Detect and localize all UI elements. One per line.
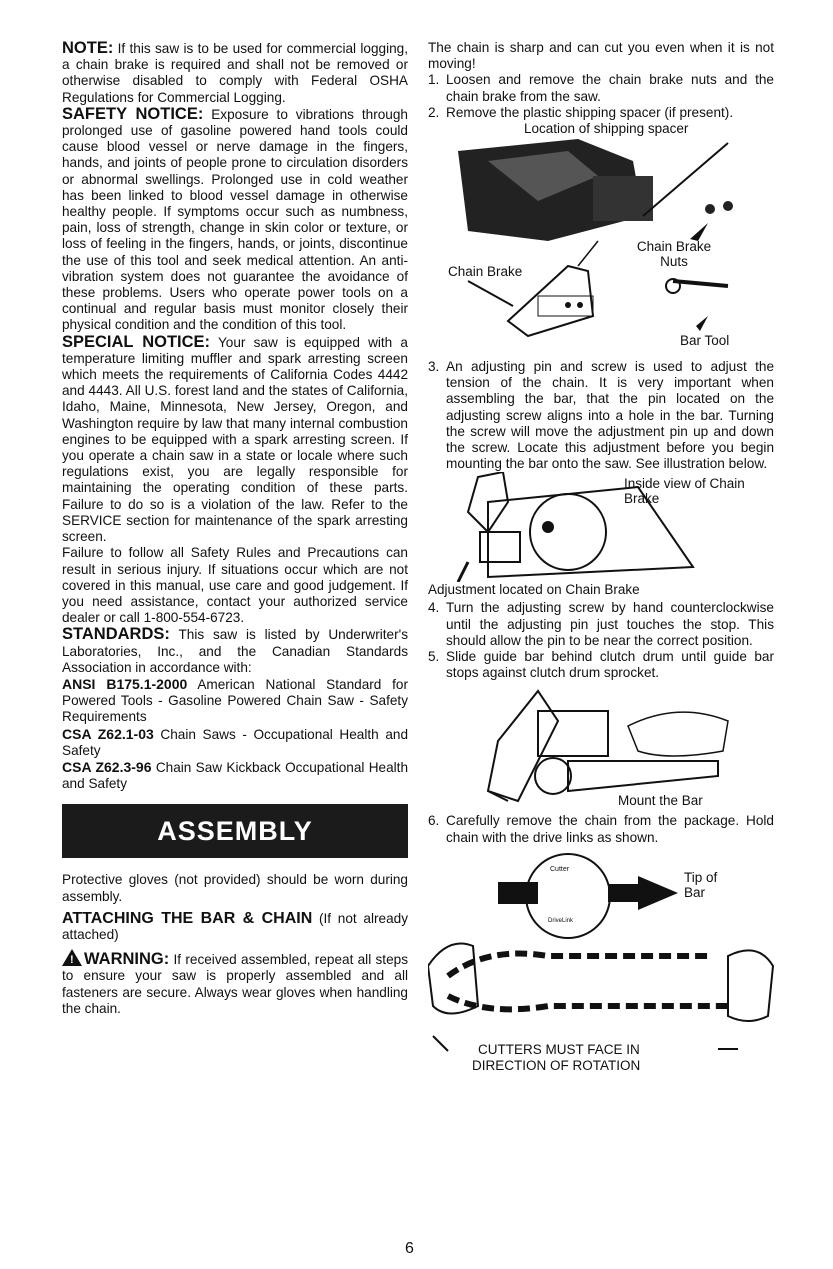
cutters-face-label: CUTTERS MUST FACE IN <box>478 1041 640 1057</box>
figure-mount-bar <box>428 681 774 813</box>
failure-paragraph: Failure to follow all Safety Rules and Precautions can result in serious injury. If situations occur which are not covered in this manual, use care and good judgement. If you need assistance, contact your authorized service dealer or call 1-800-554-6723. <box>62 545 408 626</box>
csa1-text: Chain Saws - Occupational Health and Safety <box>62 726 409 758</box>
special-text: Your saw is equipped with a temperature limiting muffler and spark arresting screen which meets the requirements of California Codes 4442 and 4443. All U.S. forest land and the states of California, Idaho, Maine, Minnesota, New Jersey, Oregon, and Washington require by law that many internal combustion engines to be equipped with a spark arresting screen. If you operate a chain saw in a state or locale where such regulations exist, you are legally responsible for maintaining the operating condition of these parts. Failure to do so is a violation of the law. Refer to the SERVICE section for maintenance of the spark arresting screen. <box>62 334 408 545</box>
attach-heading: ATTACHING THE BAR & CHAIN <box>62 909 313 927</box>
special-paragraph <box>62 334 408 546</box>
csa2-text: Chain Saw Kickback Occupational Health and Safety <box>62 759 409 792</box>
warning-heading: WARNING: <box>84 950 170 969</box>
chain-brake-label: Chain Brake <box>448 264 523 280</box>
bar-tool-label: Bar Tool <box>680 333 730 349</box>
step-4: 4. Turn the adjusting screw by hand counterclockwise until the adjusting pin just touches the stop. This should allow the pin to be near the correct position. <box>428 600 774 648</box>
brake-nuts-label: Chain Brake Nuts <box>636 239 712 270</box>
note-paragraph <box>62 40 408 106</box>
warning-paragraph <box>62 949 408 1017</box>
inside-view-label: Inside view of Chain Brake <box>624 476 745 507</box>
warning-icon: ! <box>62 949 82 966</box>
note-heading: NOTE: <box>62 39 114 57</box>
step-1: 1. Loosen and remove the chain brake nuts and the chain brake from the saw. <box>428 72 774 104</box>
spacer-label: Location of shipping spacer <box>524 121 689 137</box>
mount-bar-label: Mount the Bar <box>618 793 703 809</box>
csa1-heading: CSA Z62.1-03 <box>62 725 154 742</box>
figure-shipping-spacer <box>428 121 774 359</box>
step-5: 5. Slide guide bar behind clutch drum until guide bar stops against clutch drum sprocket. <box>428 649 774 681</box>
ansi-heading: ANSI B175.1-2000 <box>62 675 188 692</box>
direction-label: DIRECTION OF ROTATION <box>472 1057 641 1073</box>
ansi-text: American National Standard for Powered Tools - Gasoline Powered Chain Saw - Safety Requirements <box>62 676 408 725</box>
drive-link-label: DriveLink <box>548 917 574 924</box>
safety-heading: SAFETY NOTICE: <box>62 104 204 123</box>
gloves-paragraph: Protective gloves (not provided) should be worn during assembly. <box>62 872 408 904</box>
attach-paragraph <box>62 911 408 943</box>
mount-bar-illustration <box>428 681 774 813</box>
step-3: 3. An adjusting pin and screw is used to adjust the tension of the chain. It is very important when assembling the bar, that the pin located on the adjusting screw aligns into a hole in the bar. Turning the screw will move the adjustment pin up and down the screw. Locate this adjustment before you begin mounting the bar onto the saw. See illustration below. <box>428 359 774 472</box>
page-number: 6 <box>405 1240 414 1257</box>
ansi-paragraph <box>62 676 408 726</box>
csa2-paragraph <box>62 759 408 792</box>
csa1-paragraph <box>62 726 408 759</box>
adjustment-caption: Adjustment located on Chain Brake <box>428 582 640 598</box>
figure-chain-rotation <box>428 846 774 1086</box>
cutter-label: Cutter <box>550 865 570 873</box>
assembly-banner: ASSEMBLY <box>62 804 408 858</box>
right-column <box>428 40 774 1086</box>
special-heading: SPECIAL NOTICE: <box>62 332 211 351</box>
note-text: If this saw is to be used for commercial logging, a chain brake is required and shall not be removed or otherwise disabled to comply with Federal OSHA Regulations for Commercial Logging. <box>62 41 408 105</box>
attach-subheading: (If not already attached) <box>62 910 408 942</box>
safety-paragraph <box>62 106 408 334</box>
tip-of-bar-label: Tip of Bar <box>684 869 718 900</box>
step-2: 2. Remove the plastic shipping spacer (if present). <box>428 104 734 120</box>
step-6: 6. Carefully remove the chain from the package. Hold chain with the drive links as shown. <box>428 813 774 845</box>
warning-text: If received assembled, repeat all steps to ensure your saw is properly assembled and all fasteners are secure. Always wear gloves when handling the chain. <box>62 952 408 1016</box>
csa2-heading: CSA Z62.3-96 <box>62 758 152 775</box>
intro-paragraph: The chain is sharp and can cut you even when it is not moving! <box>428 40 774 72</box>
standards-heading: STANDARDS: <box>62 625 170 644</box>
standards-paragraph <box>62 626 408 676</box>
safety-text: Exposure to vibrations through prolonged use of gasoline powered hand tools could cause blood vessel or nerve damage in the fingers, hands, and joints of people prone to circulation disorders or abnormal swellings. Prolonged use in cold weather has been linked to blood vessel damage in otherwise healthy people. If symptoms occur such as numbness, pain, loss of strength, change in skin color or texture, or loss of feeling in the fingers, hands, or joints, discontinue the use of this tool and seek medical attention. An anti-vibration system does not guarantee the avoidance of these problems. Users who operate power tools on a continual and regular basis must monitor closely their physical condition and the condition of this tool. <box>62 106 408 333</box>
standards-text: This saw is listed by Underwriter's Laboratories, Inc., and the Canadian Standards Association in accordance with: <box>62 627 409 675</box>
left-column <box>62 40 408 1017</box>
figure-chain-brake-inside <box>428 472 774 600</box>
